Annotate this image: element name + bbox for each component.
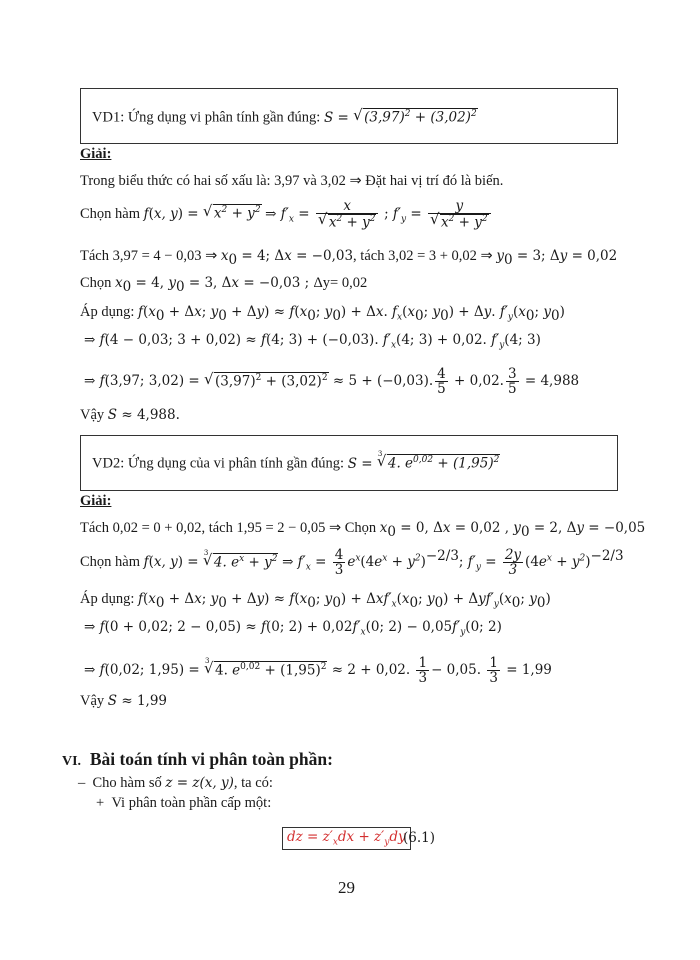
dash-bullet-icon: – <box>78 775 86 791</box>
vd2-label: VD2: Ứng dụng của vi phân tính gần đúng: <box>92 455 348 472</box>
vd1-tach-1: Tách 3,97 = 4 − 0,03 ⇒ <box>80 248 221 264</box>
vd2-line-2: Chọn hàm f(x, y) = √ 3 4. $e^x + y^2$ ⇒ $f'_x$ = $\frac{4}{3}$ $e^x(4e^x + y^2)^{-2/3}$; $f'_y$ = $\frac{2y}{3}$ $(4e^x + y^2)^{-2/3}$ <box>80 548 624 577</box>
section-vi-heading <box>62 749 333 770</box>
vd2-ap-dung-label: Áp dụng: <box>80 591 138 607</box>
vd2-tach-label: Tách 0,02 = 0 + 0,02, tách 1,95 = 2 − 0,05 ⇒ Chọn <box>80 520 380 536</box>
vd1-line-7: ⇒ f(3,97; 3,02) = √ $(3,97)^2 + (3,02)^2 \approx 5 + (-0,03)$. $\frac{4}{5}$ + 0,02. $\frac{3}{5}$ = 4,988 <box>84 367 579 396</box>
vd2-line-5: ⇒ f(0,02; 1,95) = √ 3 4. $e^{0,02} + (1,95)^2 \approx 2 + 0,02$. $\frac{1}{3}$ − 0,05. $\frac{1}{3}$ = 1,99 <box>84 656 552 685</box>
vd2-result: 1,99 <box>136 693 168 709</box>
section-title: Bài toán tính vi phân toàn phần: <box>89 749 333 769</box>
vd1-line-6: ⇒ f(4 − 0,03; 3 + 0,02) ≈ f(4; 3) + (−0,03). $f'_x(4$; 3) + 0,02. $f'_y(4$; 3) <box>84 332 541 351</box>
vd1-solution-heading: Giải: <box>80 146 112 162</box>
bullet-text-post: , ta có: <box>233 775 273 791</box>
bullet-text-pre: Cho hàm số <box>92 775 166 791</box>
vd2-line-4: ⇒ f(0 + 0,02; 2 − 0,05) ≈ f(0; $2) + 0,02f'_x(0$; $2) - 0,05f'_y(0$; 2) <box>84 619 502 638</box>
vd2-line-3: Áp dụng: $f(x_0 + \Delta x$; $y_0 + \Delta y) \approx f(x_0$; $y_0) + \Delta xf'_x(x_0$; $y_0) + \Delta yf'_y(x_0$; $y_0$) <box>80 591 551 611</box>
vd1-formula: S = √ $(3,97)^2 + (3,02)^2$ <box>324 110 478 126</box>
sub-bullet-text: Vi phân toàn phần cấp một: <box>111 795 272 811</box>
vd2-formula: S = √ 3 4. $e^{0,02} + (1,95)^2$ <box>348 456 501 472</box>
vd1-result: 4,988 <box>136 407 176 423</box>
vd1-tach-2: , tách 3,02 = 3 + 0,02 ⇒ <box>353 248 497 264</box>
vd1-line-1: Trong biểu thức có hai số xấu là: 3,97 và 3,02 ⇒ Đặt hai vị trí đó là biến. <box>80 173 504 189</box>
section-vi-bullet <box>78 775 273 792</box>
total-differential-formula: dz = $z'_xdx + z'_ydy$ <box>287 829 406 848</box>
vd2-conclusion: Vậy S ≈ 1,99 <box>80 693 168 709</box>
vd1-statement <box>92 108 478 127</box>
vd1-example-box <box>80 88 618 144</box>
vd1-function-formula: f <box>143 205 149 222</box>
section-number: VI. <box>62 754 82 769</box>
vd2-line-1: Tách 0,02 = 0 + 0,02, tách 1,95 = 2 − 0,05 ⇒ Chọn $x_0 = 0$, Δx = 0,02 , $y_0 = 2$, Δy = −0,05 <box>80 520 646 540</box>
vd1-line-4: Chọn $x_0 = 4$, $y_0 = 3$, Δx = −0,03 ; Δy= 0,02 <box>80 275 368 295</box>
vd1-line-5: Áp dụng: $f(x_0 + \Delta x$; $y_0 + \Delta y) \approx f(x_0$; $y_0) + \Delta x$. $f_x(x_0$; $y_0) + \Delta y$. $f'_y(x_0$; $y_0$) <box>80 304 565 324</box>
bullet-math: z = z(x, y) <box>165 775 234 791</box>
vd1-chon-ham-label: Chọn hàm <box>80 205 144 222</box>
vd2-solution-heading: Giải: <box>80 493 112 509</box>
vd2-statement <box>92 450 500 473</box>
vd1-line-2: Chọn hàm f(x, y) = √ $x^2 + y^2$ ⇒ $f'_x$ = x √ $x^2 + y^2$ ; $f'_y$ = y √ $x^2 + y^2$ <box>80 199 493 230</box>
total-differential-formula-box <box>282 827 411 850</box>
vd1-chon-label: Chọn <box>80 275 116 291</box>
vd1-ap-dung-label: Áp dụng: <box>80 304 138 320</box>
vd2-example-box <box>80 435 618 491</box>
vd2-chon-ham-label: Chọn hàm <box>80 554 144 570</box>
formula-number: (6.1) <box>403 830 436 846</box>
vd1-label: VD1: Ứng dụng vi phân tính gần đúng: <box>92 109 324 126</box>
vd1-conclusion: Vậy S ≈ 4,988. <box>80 407 180 423</box>
vd2-vay-label: Vậy <box>80 693 108 709</box>
vd1-line-3: Tách 3,97 = 4 − 0,03 ⇒ $x_0 = 4$; Δx = −0,03, tách 3,02 = 3 + 0,02 ⇒ $y_0 = 3$; Δy = 0,02 <box>80 248 618 268</box>
page-number: 29 <box>338 878 355 897</box>
plus-bullet-icon: + <box>96 795 105 811</box>
section-vi-sub-bullet <box>96 795 271 812</box>
vd1-vay-label: Vậy <box>80 407 108 423</box>
